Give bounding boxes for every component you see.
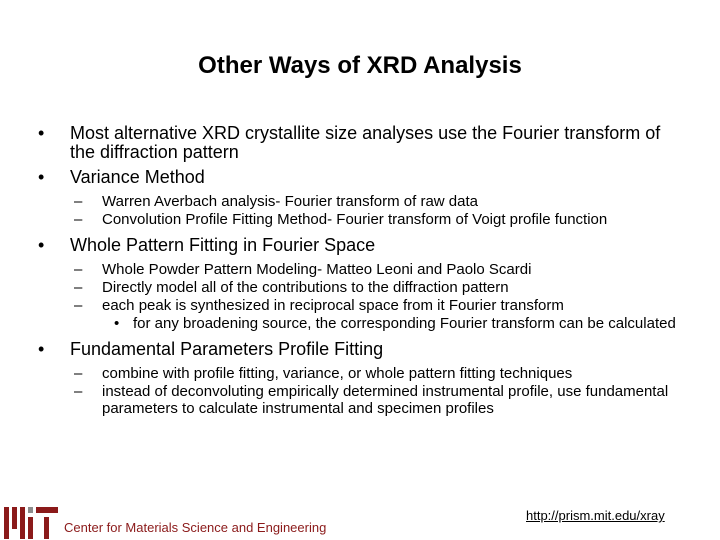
bullet-marker: • [38, 339, 45, 359]
sub-bullet-text: each peak is synthesized in reciprocal space from it Fourier transform [102, 297, 564, 314]
bullet-text: Whole Pattern Fitting in Fourier Space [70, 235, 376, 255]
sub-bullet-item [0, 211, 720, 228]
sub-bullet-text: Directly model all of the contributions to the diffraction pattern [102, 279, 509, 296]
sub-bullet-text: Convolution Profile Fitting Method- Fourier transform of Voigt profile function [102, 211, 608, 228]
sub-bullet-item [0, 365, 720, 382]
sub-bullet-text: instead of deconvoluting empirically determined instrumental profile, use fundamental parameters to calculate instrumental and specimen profiles [102, 383, 669, 417]
mit-logo [4, 505, 60, 539]
footer-url-link[interactable]: http://prism.mit.edu/xray [526, 508, 665, 523]
sub-bullet-group [0, 261, 720, 332]
bullet-marker: • [38, 167, 45, 187]
sub-bullet-item [0, 279, 720, 296]
bullet-item [0, 236, 720, 255]
sub-bullet-item [0, 383, 720, 417]
sub-sub-bullet-item [0, 315, 720, 332]
bullet-marker: • [38, 235, 45, 255]
dash-marker: – [74, 383, 83, 400]
bullet-list [0, 124, 720, 425]
sub-sub-bullet-text: for any broadening source, the corresponding Fourier transform can be calculated [133, 315, 676, 332]
bullet-item [0, 168, 720, 187]
bullet-marker: • [114, 315, 120, 332]
sub-bullet-item [0, 297, 720, 314]
bullet-text: Most alternative XRD crystallite size analyses use the Fourier transform of the diffraction pattern [70, 123, 661, 162]
sub-bullet-group [0, 193, 720, 228]
dash-marker: – [74, 365, 83, 382]
dash-marker: – [74, 211, 83, 228]
dash-marker: – [74, 297, 83, 314]
sub-bullet-text: Warren Averbach analysis- Fourier transform of raw data [102, 193, 478, 210]
sub-bullet-text: combine with profile fitting, variance, or whole pattern fitting techniques [102, 365, 573, 382]
bullet-item [0, 124, 720, 162]
bullet-item [0, 340, 720, 359]
sub-bullet-item [0, 261, 720, 278]
sub-bullet-group [0, 365, 720, 417]
dash-marker: – [74, 279, 83, 296]
sub-bullet-item [0, 193, 720, 210]
bullet-text: Fundamental Parameters Profile Fitting [70, 339, 384, 359]
slide-title: Other Ways of XRD Analysis [198, 52, 522, 79]
sub-bullet-text: Whole Powder Pattern Modeling- Matteo Leoni and Paolo Scardi [102, 261, 532, 278]
footer-center-text: Center for Materials Science and Engineering [64, 520, 327, 535]
dash-marker: – [74, 261, 83, 278]
bullet-text: Variance Method [70, 167, 205, 187]
dash-marker: – [74, 193, 83, 210]
bullet-marker: • [38, 123, 45, 143]
